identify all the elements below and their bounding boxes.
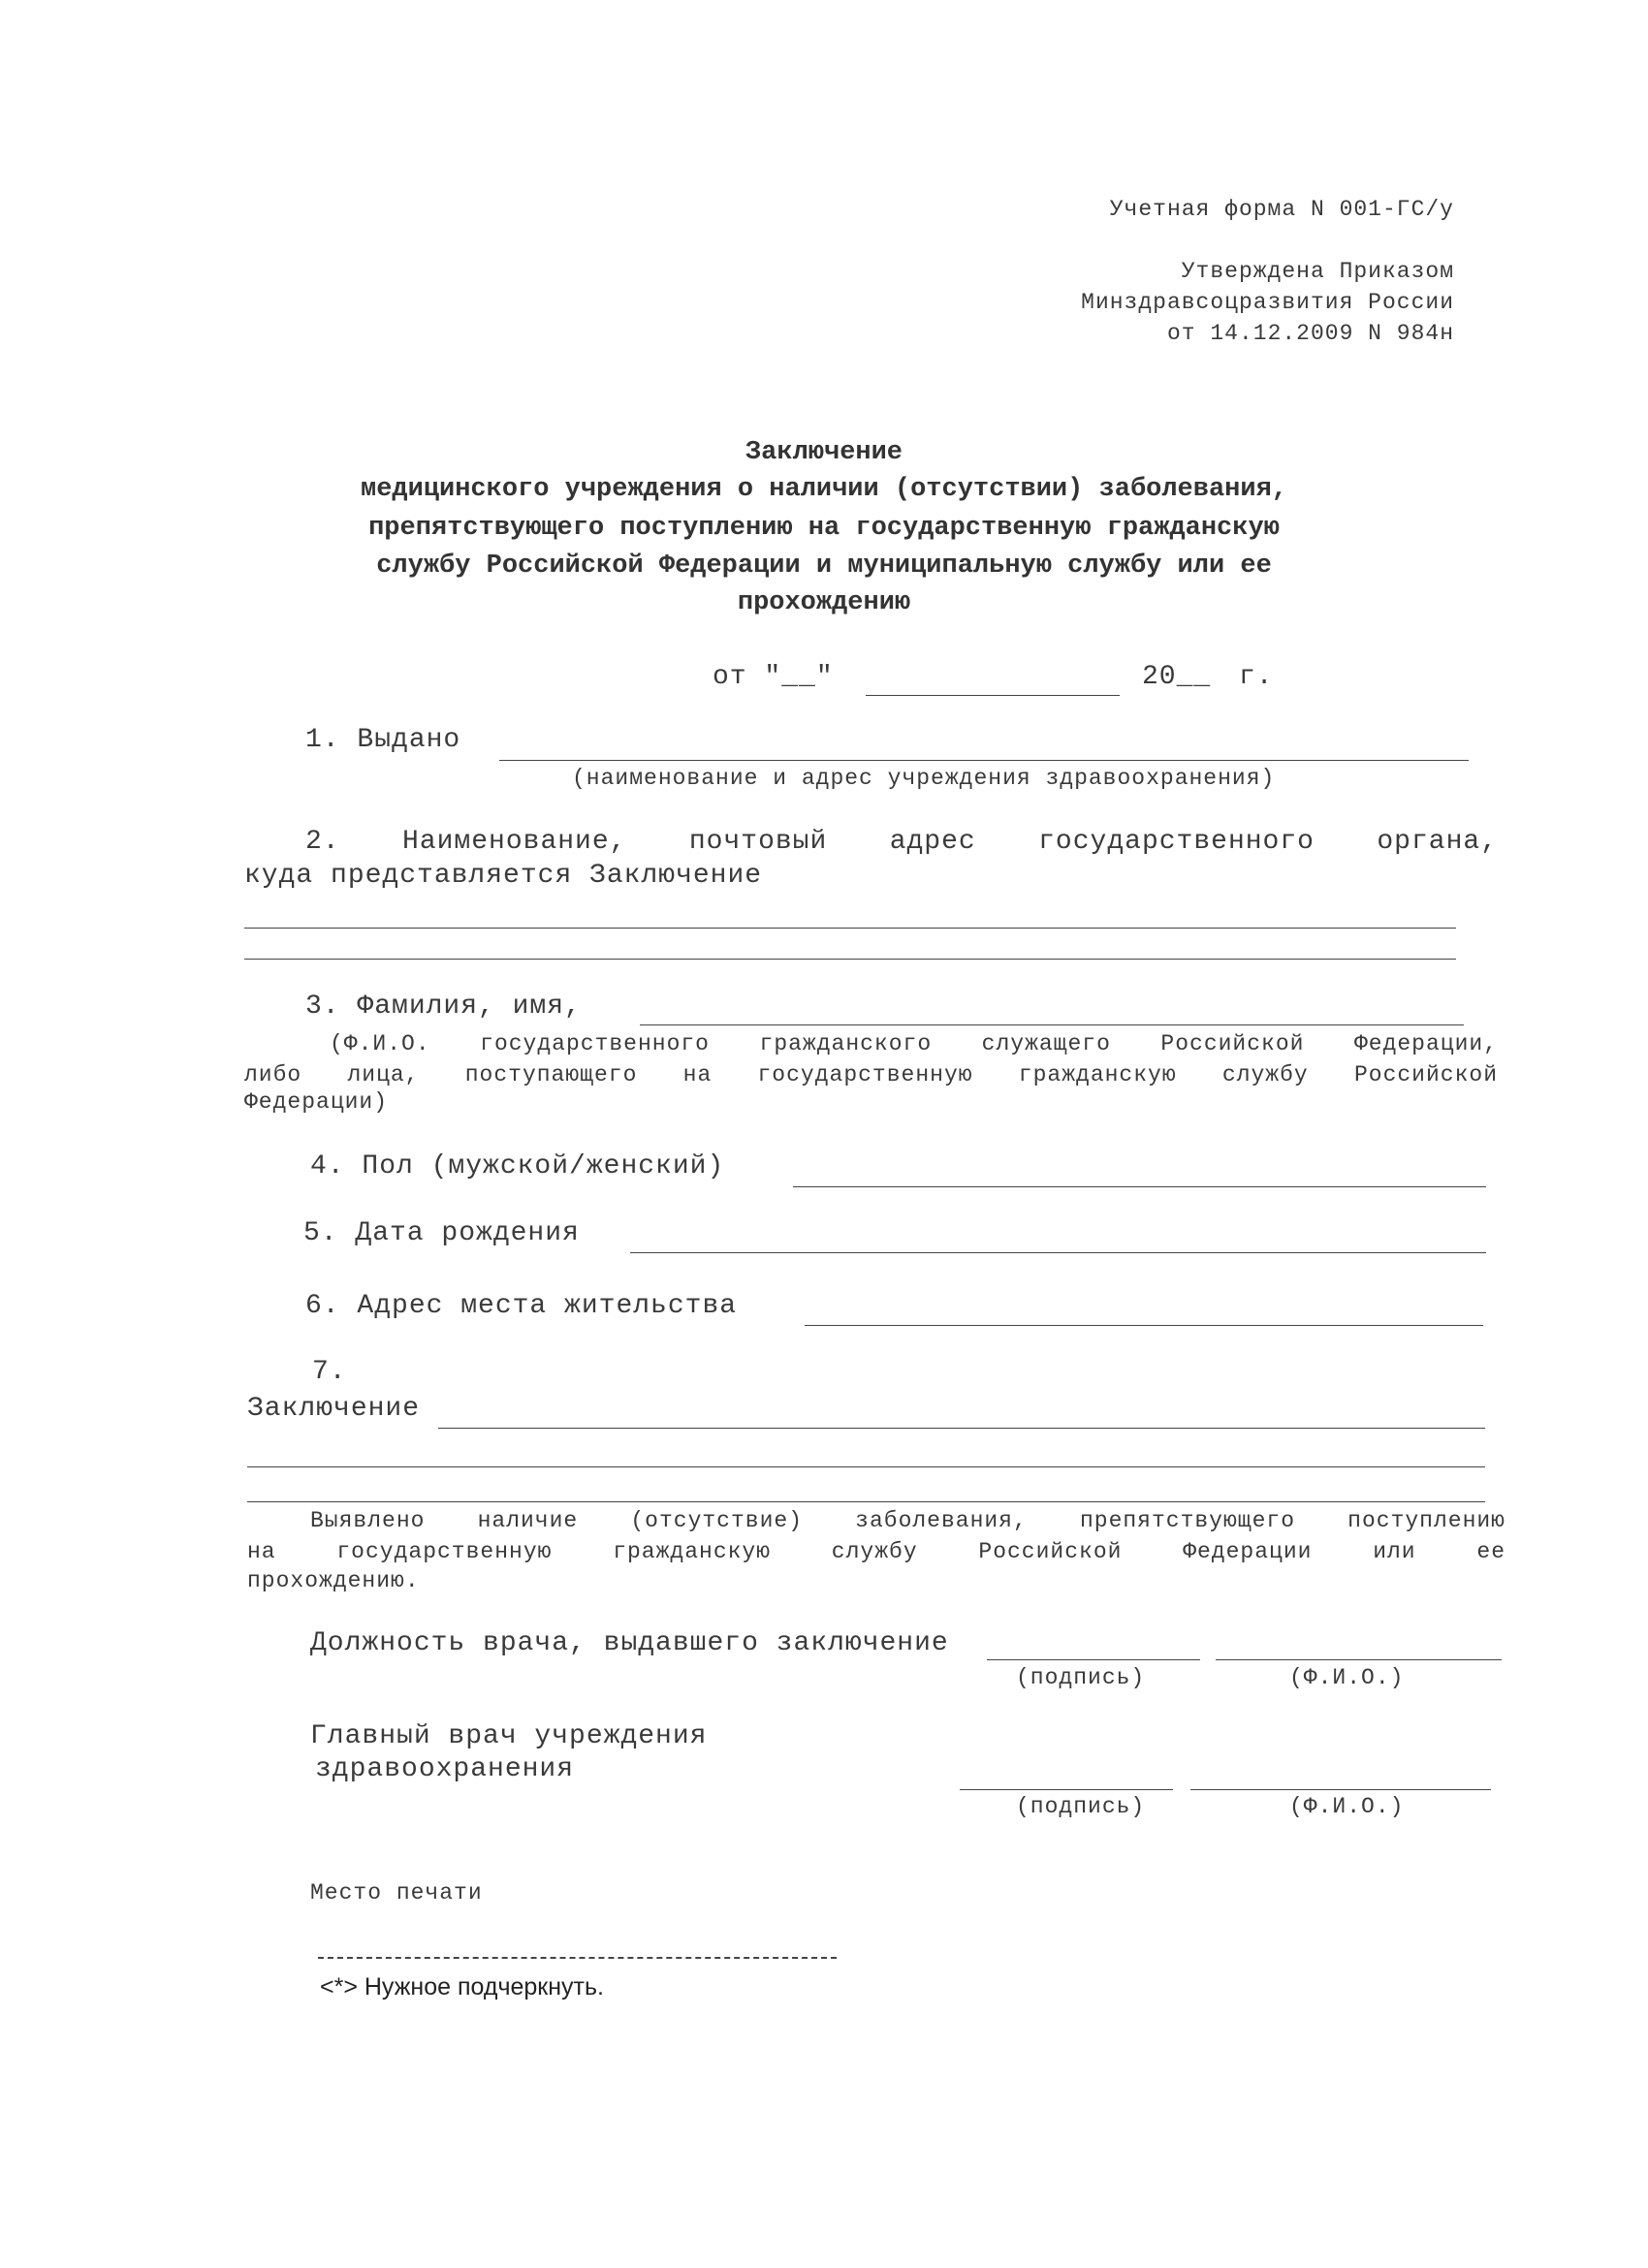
issued-hint: (наименование и адрес учреждения здравоохранения) xyxy=(572,766,1276,791)
name-label: 3. Фамилия, имя, xyxy=(305,992,582,1022)
name-hint-line-3: Федерации) xyxy=(244,1089,389,1115)
form-number: Учетная форма N 001-ГС/у xyxy=(1109,197,1454,222)
detected-text-line-2: на государственную гражданскую службу Российской Федерации или ее xyxy=(247,1539,1505,1564)
chief-signature-hint: (подпись) xyxy=(1016,1794,1146,1819)
document-title-line-5: прохождению xyxy=(737,588,911,617)
address-field[interactable] xyxy=(805,1325,1483,1326)
approved-line-1: Утверждена Приказом xyxy=(1181,259,1454,284)
date-month-field[interactable] xyxy=(866,695,1120,696)
org-label-line-1: 2. Наименование, почтовый адрес государственного органа, xyxy=(305,827,1498,857)
document-title-line-4: службу Российской Федерации и муниципальную службу или ее xyxy=(376,551,1272,581)
chief-doctor-label-line-1: Главный врач учреждения xyxy=(310,1721,708,1751)
footnote-separator xyxy=(318,1957,837,1959)
doctor-fio-hint: (Ф.И.О.) xyxy=(1289,1665,1405,1690)
document-title-line-3: препятствующего поступлению на государственную гражданскую xyxy=(368,514,1280,543)
name-field[interactable] xyxy=(640,1024,1464,1025)
date-from-label: от "__" xyxy=(713,662,834,692)
conclusion-label: Заключение xyxy=(247,1394,421,1424)
chief-signature-field[interactable] xyxy=(960,1789,1173,1790)
stamp-place-label: Место печати xyxy=(310,1880,483,1906)
date-suffix-label: г. xyxy=(1239,662,1274,692)
conclusion-field-line-1[interactable] xyxy=(438,1428,1485,1429)
document-title: Заключение xyxy=(745,438,903,467)
chief-doctor-label-line-2: здравоохранения xyxy=(315,1754,575,1784)
footnote-text: <*> Нужное подчеркнуть. xyxy=(320,1973,604,2000)
doctor-fio-field[interactable] xyxy=(1216,1659,1502,1660)
name-hint-line-1: (Ф.И.О. государственного гражданского служащего Российской Федерации, xyxy=(330,1031,1498,1056)
address-label: 6. Адрес места жительства xyxy=(305,1291,738,1321)
chief-fio-field[interactable] xyxy=(1190,1789,1491,1790)
name-hint-line-2: либо лица, поступающего на государственную гражданскую службу Российской xyxy=(244,1062,1498,1087)
issued-label: 1. Выдано xyxy=(305,725,461,755)
org-field-line-1[interactable] xyxy=(244,928,1456,929)
org-field-line-2[interactable] xyxy=(244,959,1456,960)
document-title-line-2: медицинского учреждения о наличии (отсутствии) заболевания, xyxy=(361,475,1287,504)
doctor-signature-hint: (подпись) xyxy=(1016,1665,1146,1690)
conclusion-number: 7. xyxy=(312,1357,347,1387)
sex-field[interactable] xyxy=(793,1186,1486,1187)
doctor-signature-field[interactable] xyxy=(987,1659,1200,1660)
detected-text-line-3: прохождению. xyxy=(247,1568,420,1593)
birth-date-label: 5. Дата рождения xyxy=(303,1218,580,1248)
date-year-label: 20__ xyxy=(1142,662,1212,692)
sex-label: 4. Пол (мужской/женский) xyxy=(310,1151,725,1181)
birth-date-field[interactable] xyxy=(630,1252,1486,1253)
issued-field[interactable] xyxy=(499,760,1469,761)
conclusion-field-line-3[interactable] xyxy=(247,1501,1485,1502)
approved-line-2: Минздравсоцразвития России xyxy=(1081,290,1454,315)
org-label-line-2: куда представляется Заключение xyxy=(244,861,763,891)
doctor-position-label: Должность врача, выдавшего заключение xyxy=(310,1628,949,1658)
detected-text-line-1: Выявлено наличие (отсутствие) заболевания, препятствующего поступлению xyxy=(310,1508,1505,1533)
approved-line-3: от 14.12.2009 N 984н xyxy=(1166,321,1454,346)
conclusion-field-line-2[interactable] xyxy=(247,1466,1485,1467)
chief-fio-hint: (Ф.И.О.) xyxy=(1289,1794,1405,1819)
